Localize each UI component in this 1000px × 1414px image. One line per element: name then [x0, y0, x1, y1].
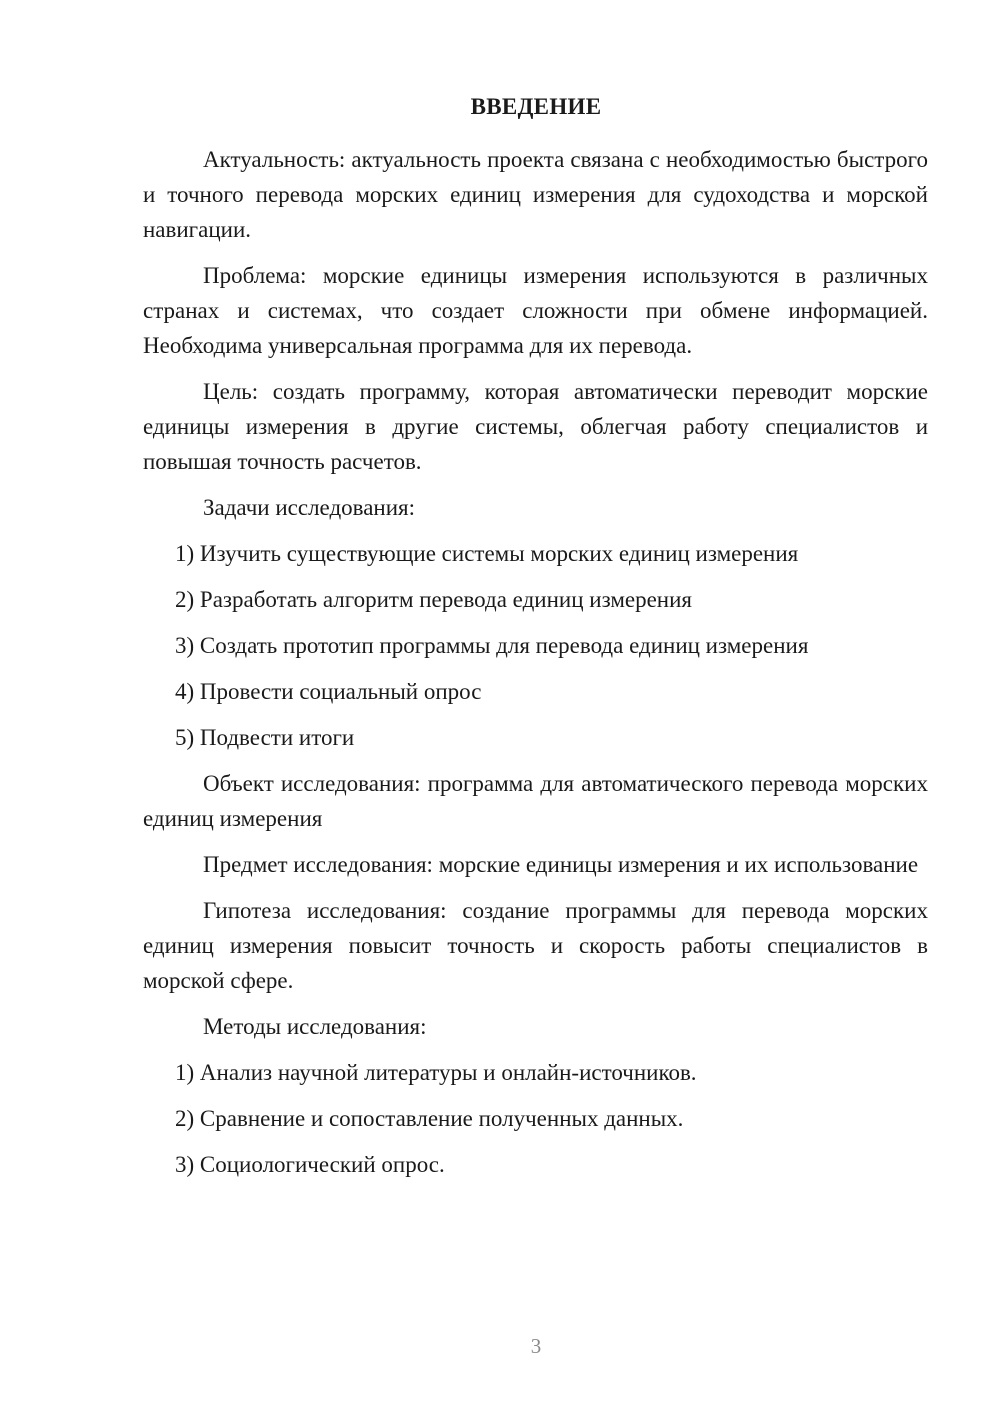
subject-paragraph: Предмет исследования: морские единицы измерения и их использование: [203, 852, 919, 877]
document-body: [143, 142, 928, 1193]
task-item-2: 2) Разработать алгоритм перевода единиц измерения: [175, 587, 693, 612]
page-number: 3: [530, 1334, 542, 1358]
task-item-1: 1) Изучить существующие системы морских единиц измерения: [175, 541, 799, 566]
task-item-4: 4) Провести социальный опрос: [175, 679, 482, 704]
method-item-3: 3) Социологический опрос.: [175, 1152, 445, 1177]
method-item-1: 1) Анализ научной литературы и онлайн-источников.: [175, 1060, 697, 1085]
task-item-3: 3) Создать прототип программы для перевода единиц измерения: [175, 633, 809, 658]
hypothesis-paragraph: Гипотеза исследования: создание программы для перевода морских единиц измерения повысит точность и скорость работы специалистов в морской сфере.: [143, 898, 928, 993]
object-paragraph: Объект исследования: программа для автоматического перевода морских единиц измерения: [143, 771, 928, 831]
methods-heading: Методы исследования:: [203, 1014, 427, 1039]
problem-paragraph: Проблема: морские единицы измерения используются в различных странах и системах, что создает сложности при обмене информацией. Необходима универсальная программа для их перевода.: [143, 263, 928, 358]
goal-paragraph: Цель: создать программу, которая автоматически переводит морские единицы измерения в другие системы, облегчая работу специалистов и повышая точность расчетов.: [143, 379, 928, 474]
page-title-text: ВВЕДЕНИЕ: [470, 94, 602, 119]
relevance-paragraph: Актуальность: актуальность проекта связана с необходимостью быстрого и точного перевода морских единиц измерения для судоходства и морской навигации.: [143, 147, 928, 242]
method-item-2: 2) Сравнение и сопоставление полученных данных.: [175, 1106, 684, 1131]
task-item-5: 5) Подвести итоги: [175, 725, 355, 750]
page-title: [0, 94, 1000, 120]
tasks-heading: Задачи исследования:: [203, 495, 416, 520]
